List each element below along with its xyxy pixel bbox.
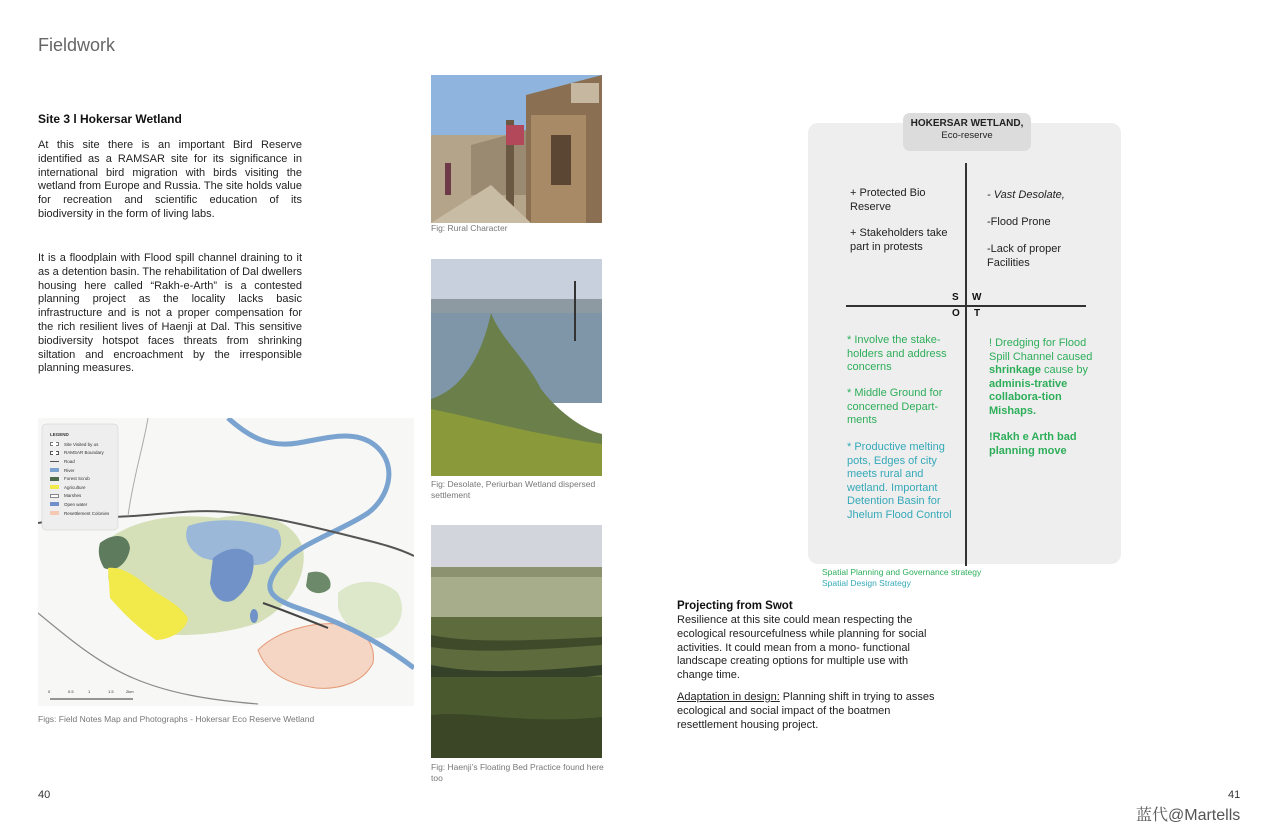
legend-ramsar: RAMSAR Boundary bbox=[50, 449, 116, 458]
swot-subtitle: Eco-reserve bbox=[941, 130, 993, 141]
swot-label-s: S bbox=[952, 292, 959, 303]
photo-caption-desolate: Fig: Desolate, Periurban Wetland dispersed settlement bbox=[431, 479, 596, 500]
swot-opportunity-3: * Productive melting pots, Edges of city meets rural and wetland. Important Detention Basin for Jhelum Flood Control bbox=[847, 441, 952, 521]
swot-threat-1: ! Dredging for Flood Spill Channel caused shrinkage cause by adminis-trative collabora-tion Mishaps. bbox=[989, 337, 1093, 417]
watermark: 蓝代@Martells bbox=[1136, 807, 1241, 824]
swot-legend-green: Spatial Planning and Governance strategy bbox=[822, 567, 982, 577]
swot-weakness-2: -Flood Prone bbox=[987, 216, 1051, 228]
map-legend bbox=[50, 432, 116, 517]
photo-caption-floating-bed: Fig: Haenji’s Floating Bed Practice found here too bbox=[431, 762, 604, 783]
swot-strength-1: + Protected Bio Reserve bbox=[850, 187, 926, 213]
photo-desolate-wetland bbox=[431, 259, 602, 476]
swot-label-w: W bbox=[972, 292, 982, 303]
adaptation-label: Adaptation in design: bbox=[677, 691, 780, 703]
legend-site: Site Visited by us bbox=[50, 440, 116, 449]
section-title: Fieldwork bbox=[38, 35, 116, 55]
photo-floating-bed bbox=[431, 525, 602, 758]
site-description-1: At this site there is an important Bird Reserve identified as a RAMSAR site for its significance in international bird migration with birds visiting the wetland from Europe and Russia. The site holds value for recreation and scientific education of its biodiversity in the form of living labs. bbox=[38, 139, 302, 220]
swot-opportunity-1: * Involve the stake-holders and address concerns bbox=[847, 334, 947, 373]
site-description-2: It is a floodplain with Flood spill channel draining to it as a detention basin. The rehabilitation of Dal dwellers housing here called “Rakh-e-Arth” is a contested planning project as the locality lacks basic infrastructure and is not a proper compensation for the rich resilient lives of Haenji at Dal. This sensitive biodiversity hotspot faces threats from shrinking siltation and encroachment by the irresponsible planning measures. bbox=[38, 252, 302, 375]
legend-forest: Forest Scrub bbox=[50, 474, 116, 483]
swot-strength-2: + Stakeholders take part in protests bbox=[850, 227, 948, 253]
swot-horizontal-axis bbox=[846, 305, 1086, 307]
field-notes-map bbox=[38, 418, 414, 706]
swot-label-t: T bbox=[974, 308, 981, 319]
swot-label-o: O bbox=[952, 308, 960, 319]
legend-title: LEGEND bbox=[50, 432, 69, 437]
projecting-body: Resilience at this site could mean respecting the ecological resourcefulness while planning for social activities. It could mean from a mono- functional landscape creating options for multiple use with change time. bbox=[677, 614, 927, 682]
projecting-heading: Projecting from Swot bbox=[677, 600, 793, 612]
page-number-right: 41 bbox=[1228, 789, 1241, 801]
photo-caption-rural: Fig: Rural Character bbox=[431, 223, 508, 233]
legend-open-water: Open water bbox=[50, 500, 116, 509]
swot-vertical-axis bbox=[965, 163, 967, 566]
swot-title-tab bbox=[903, 113, 1031, 151]
legend-marshes: Marshes bbox=[50, 492, 116, 501]
site-title: Site 3 l Hokersar Wetland bbox=[38, 112, 182, 126]
scale-bar: 0 0.5 1 1.5 2km bbox=[48, 689, 134, 694]
swot-threat-2: !Rakh e Arth bad planning move bbox=[989, 431, 1077, 457]
swot-weakness-1: - Vast Desolate, bbox=[987, 189, 1065, 201]
legend-river: River bbox=[50, 466, 116, 475]
adaptation-text: Adaptation in design: Planning shift in trying to asses ecological and social impact of the boatmen resettlement housing project. bbox=[677, 691, 935, 731]
swot-weakness-3: -Lack of proper Facilities bbox=[987, 243, 1061, 269]
legend-agriculture: Agriculture bbox=[50, 483, 116, 492]
swot-legend-teal: Spatial Design Strategy bbox=[822, 578, 911, 588]
swot-title: HOKERSAR WETLAND, bbox=[910, 118, 1024, 129]
legend-resettlement: Resettlement Colonies bbox=[50, 509, 116, 518]
legend-road: Road bbox=[50, 457, 116, 466]
swot-opportunity-2: * Middle Ground for concerned Depart-ments bbox=[847, 387, 943, 426]
page-number-left: 40 bbox=[38, 789, 51, 801]
photo-rural-character bbox=[431, 75, 602, 223]
map-caption: Figs: Field Notes Map and Photographs - Hokersar Eco Reserve Wetland bbox=[38, 714, 315, 724]
